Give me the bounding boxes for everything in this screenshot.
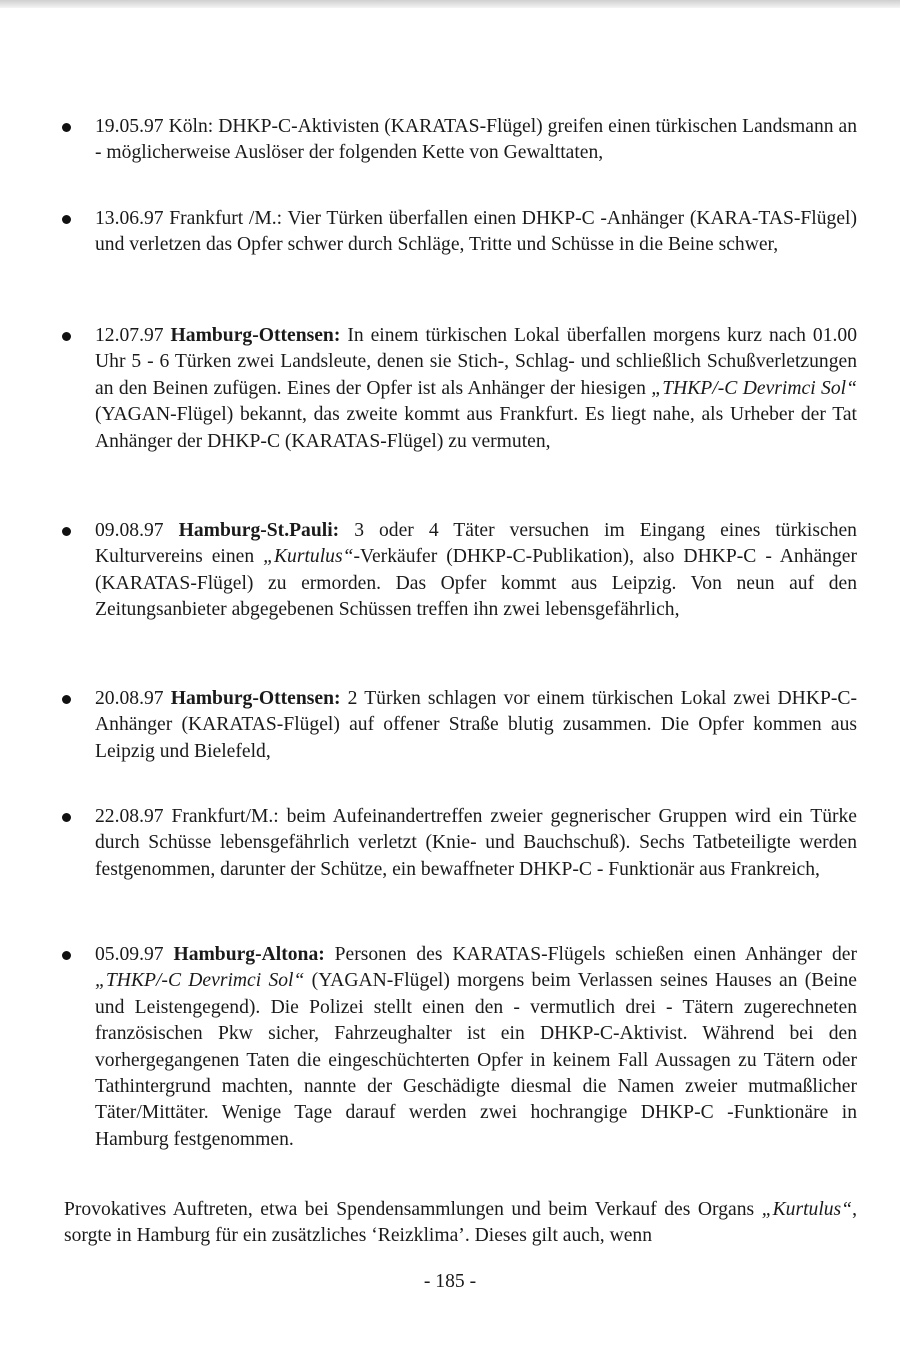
entry-text: Vier Türken überfallen einen DHKP-C -Anhänger (KARA-TAS-Flügel) und verletzen das Opfer schwer durch Schläge, Tritte und Schüsse in die Beine schwer, bbox=[95, 208, 857, 256]
entry-date: 09.08.97 bbox=[95, 520, 164, 541]
bullet-icon bbox=[62, 813, 71, 822]
list-item bbox=[95, 804, 857, 883]
entry-date: 19.05.97 bbox=[95, 116, 164, 137]
organization-name: „THKP/-C Devrimci Sol“ bbox=[651, 377, 857, 399]
entry-text: 3 oder 4 Täter versuchen im Eingang eines türkischen Kulturvereins einen bbox=[95, 520, 857, 568]
entry-text-cont: -Verkäufer (DHKP-C-Publikation), also DHKP-C - Anhänger (KARATAS-Flügel) zu ermorden. Das Opfer kommt aus Leipzig. Von neun auf den Zeitungsanbieter abgegebenen Schüssen treffen ihn zwei lebensgefährlich, bbox=[95, 546, 857, 621]
bullet-icon bbox=[62, 527, 71, 536]
paragraph-text: Provokatives Auftreten, etwa bei Spendensammlungen und beim Verkauf des Organs bbox=[64, 1198, 762, 1220]
entry-date: 05.09.97 bbox=[95, 944, 164, 965]
entry-date: 13.06.97 bbox=[95, 208, 164, 229]
bullet-icon bbox=[62, 695, 71, 704]
publication-name: „Kurtulus“ bbox=[761, 1198, 853, 1220]
entry-place: Köln: bbox=[168, 116, 214, 137]
entry-date: 20.08.97 bbox=[95, 688, 164, 709]
entry-text-cont: (YAGAN-Flügel) bekannt, das zweite kommt aus Frankfurt. Es liegt nahe, als Urheber der Tat Anhänger der DHKP-C (KARATAS-Flügel) zu vermuten, bbox=[95, 404, 857, 452]
entry-place: Frankfurt /M.: bbox=[169, 208, 283, 229]
bullet-icon bbox=[62, 215, 71, 224]
list-item bbox=[95, 518, 857, 624]
paragraph-text-cont: , sorgte in Hamburg für ein zusätzliches ‘Reizklima’. Dieses gilt auch, wenn bbox=[64, 1198, 857, 1246]
entry-text-cont: (YAGAN-Flügel) morgens beim Verlassen seines Hauses an (Beine und Leistengegend). Die Polizei stellt einen den - vermutlich drei - Tätern zugerechneten französischen Pkw sicher, Fahrzeughalter ist ein DHKP-C-Aktivist. Während bei den vorhergegangenen Taten die eingeschüchterten Opfer in keinem Fall Aussagen zu Tätern oder Tathintergrund machten, nannte der Geschädigte diesmal die Namen zweier mutmaßlicher Täter/Mittäter. Wenige Tage darauf werden zwei hochrangige DHKP-C -Funktionäre in Hamburg festgenommen. bbox=[95, 970, 857, 1150]
entry-date: 12.07.97 bbox=[95, 325, 164, 346]
list-item bbox=[95, 323, 857, 455]
entry-date: 22.08.97 bbox=[95, 806, 164, 827]
list-item bbox=[95, 686, 857, 765]
list-item bbox=[95, 114, 857, 167]
entry-place: Hamburg-St.Pauli: bbox=[178, 520, 340, 541]
entry-text: Personen des KARATAS-Flügels schießen einen Anhänger der bbox=[334, 944, 857, 965]
bullet-icon bbox=[62, 332, 71, 341]
bullet-icon bbox=[62, 123, 71, 132]
entry-place: Hamburg-Ottensen: bbox=[170, 688, 341, 709]
list-item bbox=[95, 206, 857, 259]
list-item bbox=[95, 942, 857, 1153]
entry-place: Frankfurt/M.: bbox=[171, 806, 279, 827]
entry-text: 2 Türken schlagen vor einem türkischen Lokal zwei DHKP-C-Anhänger (KARATAS-Flügel) auf offener Straße blutig zusammen. Die Opfer kommen aus Leipzig und Bielefeld, bbox=[95, 688, 857, 762]
bullet-icon bbox=[62, 951, 71, 960]
entry-text: DHKP-C-Aktivisten (KARATAS-Flügel) greifen einen türkischen Landsmann an - möglicherweise Auslöser der folgenden Kette von Gewalttaten, bbox=[95, 116, 858, 164]
entry-place: Hamburg-Altona: bbox=[173, 944, 325, 965]
entry-text: In einem türkischen Lokal überfallen morgens kurz nach 01.00 Uhr 5 - 6 Türken zwei Landsleute, denen sie Stich-, Schlag- und schließlich Schußverletzungen an den Beinen zufügen. Eines der Opfer ist als Anhänger der hiesigen bbox=[95, 325, 857, 399]
entry-place: Hamburg-Ottensen: bbox=[170, 325, 341, 346]
publication-name: „Kurtulus“ bbox=[263, 546, 354, 568]
organization-name: „THKP/-C Devrimci Sol“ bbox=[95, 970, 305, 992]
page-number: - 185 - bbox=[423, 1271, 477, 1292]
entry-text: beim Aufeinandertreffen zweier gegnerischer Gruppen wird ein Türke durch Schüsse lebensgefährlich verletzt (Knie- und Bauchschuß). Sechs Tatbeteiligte werden festgenommen, darunter der Schütze, ein bewaffneter DHKP-C - Funktionär aus Frankreich, bbox=[95, 806, 858, 880]
closing-paragraph bbox=[64, 1197, 857, 1250]
